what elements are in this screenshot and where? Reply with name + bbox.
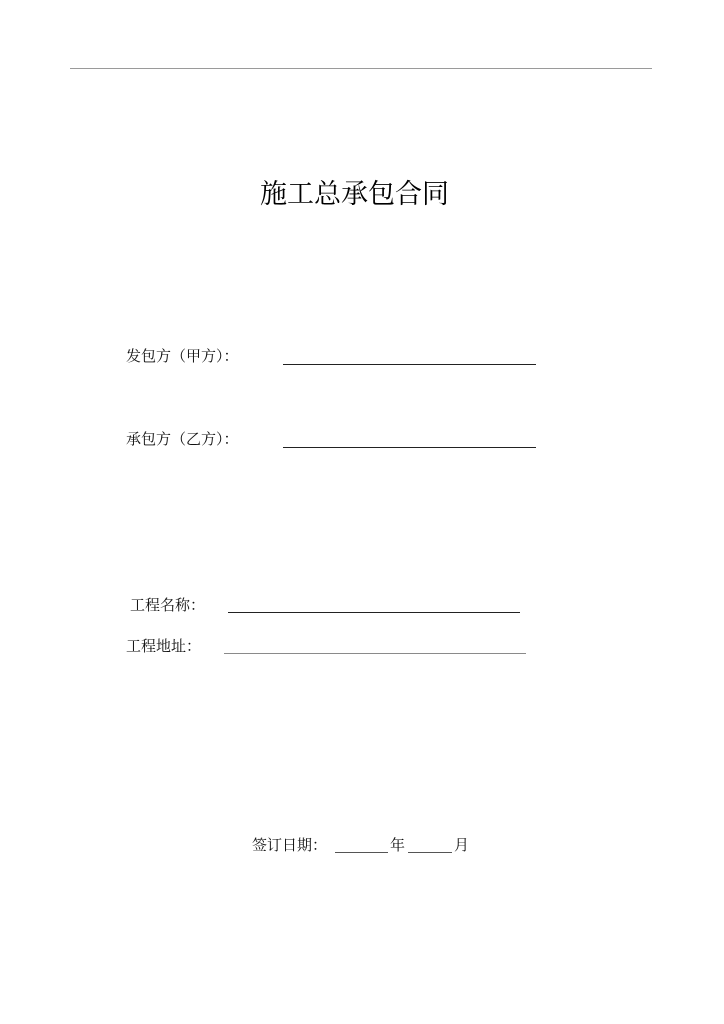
- project-name-label: 工程名称：: [130, 596, 206, 614]
- signing-year-unit: 年: [390, 836, 406, 854]
- signing-date-label: 签订日期：: [252, 836, 328, 854]
- project-name-blank-line[interactable]: [228, 612, 520, 613]
- signing-month-unit: 月: [454, 836, 470, 854]
- document-title: 施工总承包合同: [260, 179, 449, 210]
- party-b-label: 承包方（乙方）：: [126, 430, 239, 448]
- project-address-label: 工程地址：: [126, 637, 202, 655]
- signing-year-blank-line[interactable]: [335, 852, 388, 853]
- header-rule: [70, 68, 652, 69]
- party-a-label: 发包方（甲方）：: [126, 347, 239, 365]
- project-address-blank-line[interactable]: [224, 653, 526, 654]
- party-b-blank-line[interactable]: [283, 447, 536, 448]
- signing-month-blank-line[interactable]: [408, 852, 452, 853]
- party-a-blank-line[interactable]: [283, 364, 536, 365]
